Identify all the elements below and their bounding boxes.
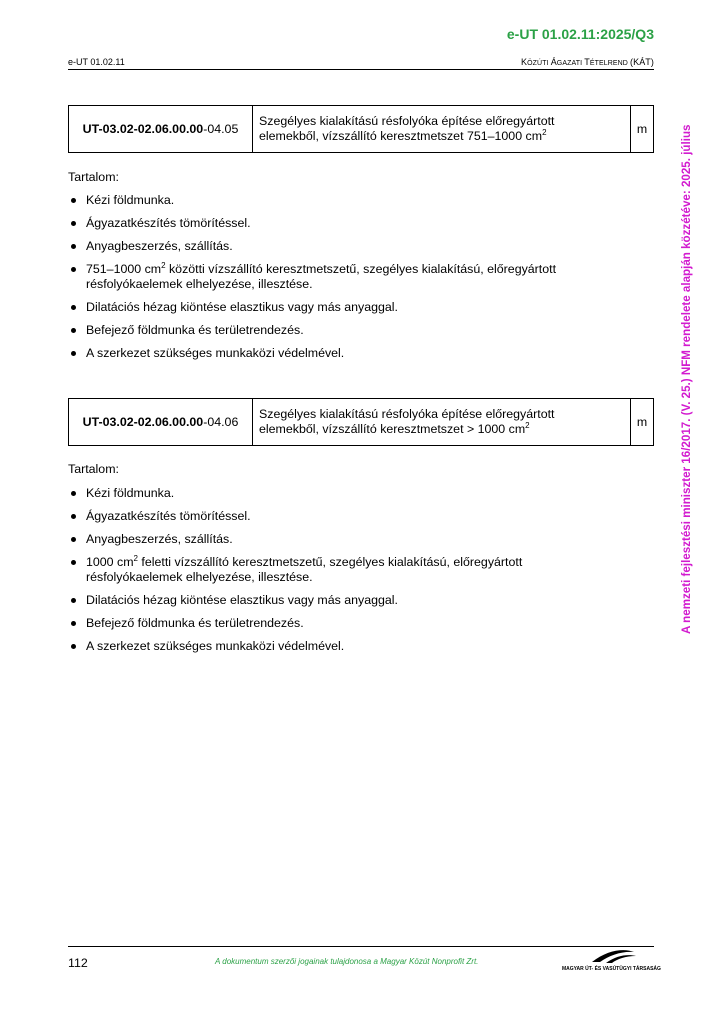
logo-text: MAGYAR ÚT- ÉS VASÚTÜGYI TÁRSASÁG bbox=[562, 966, 661, 972]
copyright-note: A dokumentum szerzői jogainak tulajdonosa a Magyar Közút Nonprofit Zrt. bbox=[215, 957, 479, 966]
header-left: e-UT 01.02.11 bbox=[68, 57, 125, 67]
item-description: Szegélyes kialakítású résfolyóka építése előregyártott elemekből, vízszállító keresztmetszet 751–1000 $cm^2$ bbox=[253, 106, 631, 152]
content-label: Tartalom: bbox=[68, 462, 119, 476]
content-label: Tartalom: bbox=[68, 170, 119, 184]
list-item: Anyagbeszerzés, szállítás. bbox=[68, 239, 628, 254]
list-item: Dilatációs hézag kiöntése elasztikus vagy más anyaggal. bbox=[68, 593, 628, 608]
item-table-2 bbox=[68, 398, 654, 446]
list-item: Dilatációs hézag kiöntése elasztikus vagy más anyaggal. bbox=[68, 300, 628, 315]
item-description: Szegélyes kialakítású résfolyóka építése előregyártott elemekből, vízszállító keresztmetszet > 1000 $cm^2$ bbox=[253, 399, 631, 445]
item-table-1 bbox=[68, 105, 654, 153]
society-logo bbox=[562, 948, 661, 972]
list-item: Kézi földmunka. bbox=[68, 193, 628, 208]
list-item: Befejező földmunka és területrendezés. bbox=[68, 616, 628, 631]
list-item: A szerkezet szükséges munkaközi védelmével. bbox=[68, 346, 628, 361]
header-rule bbox=[68, 69, 654, 70]
doc-code: e-UT 01.02.11:2025/Q3 bbox=[506, 26, 654, 42]
header-right: KÖZÚTI ÁGAZATI TÉTELREND (KÁT) bbox=[521, 57, 654, 67]
list-item: 751–1000 $cm^2$ közötti vízszállító keresztmetszetű, szegélyes kialakítású, előregyártott résfolyókaelemek elhelyezése, illesztése. bbox=[68, 262, 628, 292]
page-number: 112 bbox=[68, 956, 88, 970]
content-list bbox=[68, 193, 628, 369]
road-swoosh-icon bbox=[562, 948, 654, 966]
list-item: Ágyazatkészítés tömörítéssel. bbox=[68, 509, 628, 524]
item-unit: m bbox=[636, 122, 648, 136]
list-item: Kézi földmunka. bbox=[68, 486, 628, 501]
footer-rule bbox=[68, 946, 654, 947]
list-item: Ágyazatkészítés tömörítéssel. bbox=[68, 216, 628, 231]
list-item: Anyagbeszerzés, szállítás. bbox=[68, 532, 628, 547]
item-unit: m bbox=[636, 415, 648, 429]
content-list bbox=[68, 486, 628, 662]
item-code: UT-03.02-02.06.00.00 -04.06 bbox=[69, 399, 253, 445]
item-code: UT-03.02-02.06.00.00 -04.05 bbox=[69, 106, 253, 152]
list-item: A szerkezet szükséges munkaközi védelmével. bbox=[68, 639, 628, 654]
list-item: 1000 $cm^2$ feletti vízszállító keresztmetszetű, szegélyes kialakítású, előregyártott résfolyókaelemek elhelyezése, illesztése. bbox=[68, 555, 628, 585]
list-item: Befejező földmunka és területrendezés. bbox=[68, 323, 628, 338]
side-note: A nemzeti fejlesztési miniszter 16/2017. (V. 25.) NFM rendelete alapján közzétéve: 2025. július bbox=[680, 124, 693, 634]
